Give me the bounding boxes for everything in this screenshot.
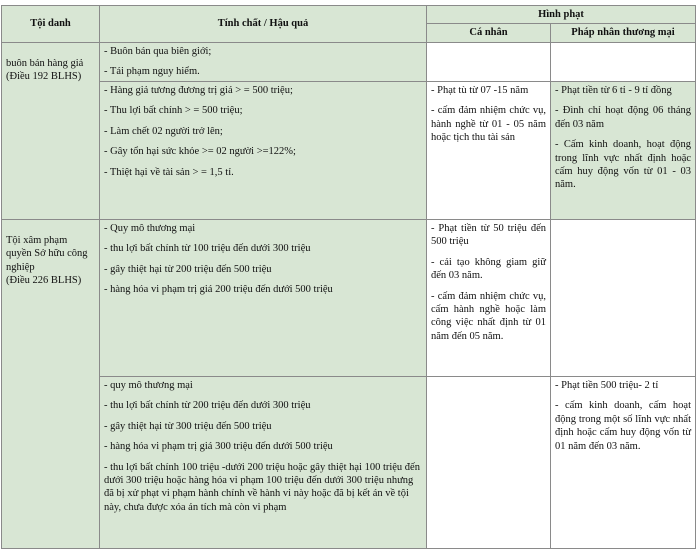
cell-line: - Tái phạm nguy hiểm.	[104, 66, 200, 78]
entity-penalty-2b	[551, 376, 696, 548]
crime-name-1: buôn bán hàng giả (Điều 192 BLHS)	[2, 42, 100, 219]
header-crime: Tội danh	[2, 6, 100, 43]
cell-line: - Thu lợi bất chính > = 500 triệu;	[104, 105, 243, 117]
penalty-table	[1, 5, 696, 549]
cell-line: - Quy mô thương mại	[104, 222, 196, 234]
nature-cell-1a	[100, 42, 427, 81]
cell-line: - Cấm kinh doanh, hoạt động trong lĩnh vực nhất định hoặc cấm huy động vốn từ 01 - 03 năm.	[555, 139, 692, 191]
entity-penalty-2a	[551, 219, 696, 376]
header-legal-entity: Pháp nhân thương mại	[551, 24, 696, 42]
cell-line: - cấm đảm nhiệm chức vụ, cấm hành nghề hoặc làm công việc nhất định từ 01 năm đến 05 năm.	[431, 290, 546, 342]
cell-line: - Phạt tiền từ 50 triệu đến 500 triệu	[431, 222, 546, 248]
nature-cell-2b	[100, 376, 427, 548]
individual-penalty-2b	[427, 376, 551, 548]
nature-cell-2a	[100, 219, 427, 376]
header-penalty: Hình phạt	[427, 6, 696, 24]
cell-line: - Gây tổn hại sức khỏe >= 02 người >=122%;	[104, 146, 296, 158]
cell-line: - Phạt tù từ 07 -15 năm	[431, 84, 529, 96]
cell-line: - quy mô thương mại	[104, 379, 193, 391]
cell-line: - cấm đảm nhiệm chức vụ, hành nghề từ 01 - 05 năm hoặc tịch thu tài sản	[431, 105, 546, 144]
header-nature: Tính chất / Hậu quả	[100, 6, 427, 43]
individual-penalty-2a	[427, 219, 551, 376]
cell-line: - Thiệt hại về tài sản > = 1,5 tỉ.	[104, 166, 234, 178]
cell-line: - Hàng giả tương đương trị giá > = 500 triệu;	[104, 84, 293, 96]
cell-line: - Đình chỉ hoạt động 06 tháng đến 03 năm	[555, 105, 692, 130]
individual-penalty-1a	[427, 42, 551, 81]
nature-cell-1b	[100, 81, 427, 219]
cell-line: - thu lợi bất chính 100 triệu -dưới 200 triệu hoặc gây thiệt hại 100 triệu đến dưới 300 triệu hoặc hàng hóa vi phạm 100 triệu đến dưới 300 triệu nhưng đã bị xử phạt vi phạm hành chính về hành vi này hoặc đã bị kết án về tội này, chưa được xóa án tích mà còn vi phạm	[104, 461, 420, 513]
cell-line: - cấm kinh doanh, cấm hoạt động trong một số lĩnh vực nhất định hoặc cấm huy động vốn từ 01 năm đến 03 năm.	[555, 400, 692, 452]
cell-line: - gây thiệt hại từ 200 triệu đến 500 triệu	[104, 263, 272, 275]
cell-line: - Buôn bán qua biên giới;	[104, 45, 212, 57]
cell-line: - thu lợi bất chính từ 100 triệu đến dưới 300 triệu	[104, 243, 311, 255]
entity-penalty-1a	[551, 42, 696, 81]
cell-line: - gây thiệt hại từ 300 triệu đến 500 triệu	[104, 420, 272, 432]
header-individual: Cá nhân	[427, 24, 551, 42]
cell-line: - hàng hóa vi phạm trị giá 300 triệu đến dưới 500 triệu	[104, 441, 333, 453]
cell-line: - cải tạo không giam giữ đến 03 năm.	[431, 256, 546, 282]
cell-line: - thu lợi bất chính từ 200 triệu đến dưới 300 triệu	[104, 400, 311, 412]
individual-penalty-1b	[427, 81, 551, 219]
cell-line: - hàng hóa vi phạm trị giá 200 triệu đến dưới 500 triệu	[104, 284, 333, 296]
cell-line: - Làm chết 02 người trở lên;	[104, 125, 223, 137]
cell-line: - Phạt tiền 500 triệu- 2 tỉ	[555, 379, 659, 391]
entity-penalty-1b	[551, 81, 696, 219]
crime-name-2: Tội xâm phạm quyền Sở hữu công nghiệp (Điều 226 BLHS)	[2, 219, 100, 548]
cell-line: - Phạt tiền từ 6 tỉ - 9 tỉ đồng	[555, 84, 672, 96]
